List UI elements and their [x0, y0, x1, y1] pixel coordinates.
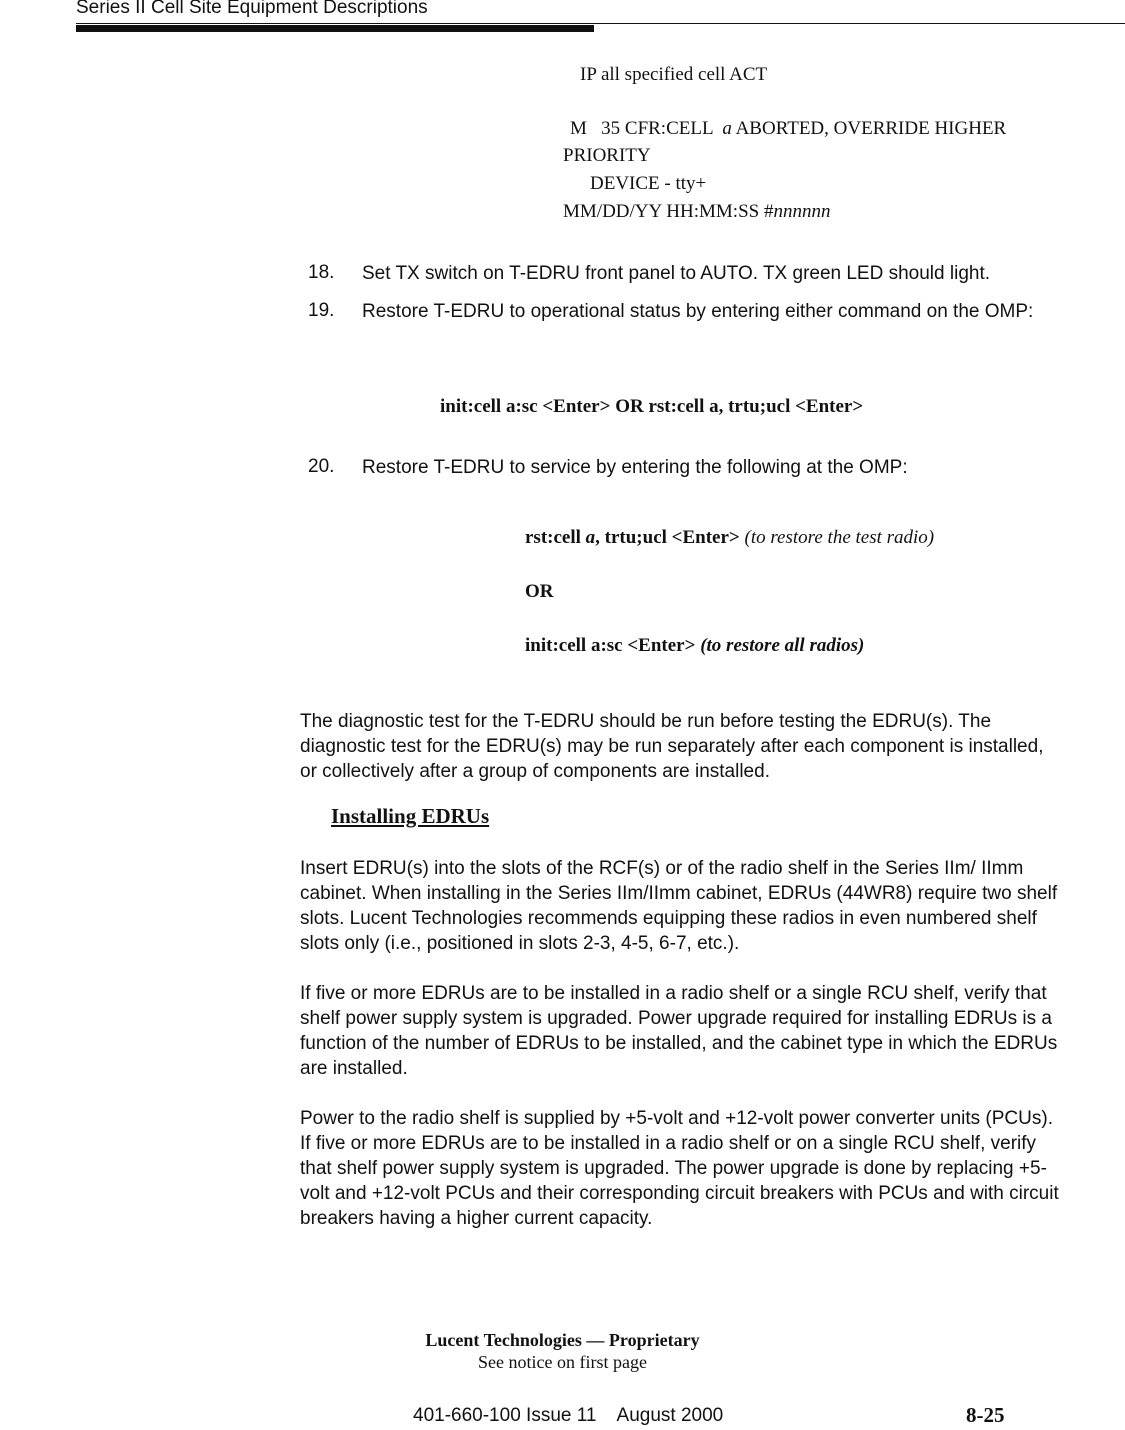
step-20-number: 20.	[308, 456, 335, 477]
step-19-command: init:cell a:sc <Enter> OR rst:cell a, trtu;ucl <Enter>	[440, 396, 864, 417]
output-line-2-prefix: M 35 CFR:CELL	[570, 118, 723, 139]
output-line-5	[563, 201, 830, 223]
output-line-2-variable: a	[722, 118, 732, 139]
step-20-command-a-suffix: , trtu;ucl <Enter>	[595, 527, 740, 548]
step-20-command-a-note: (to restore the test radio)	[739, 527, 935, 548]
step-18-number: 18.	[308, 262, 335, 283]
step-18-text: Set TX switch on T-EDRU front panel to AUTO. TX green LED should light.	[362, 263, 991, 284]
footer-page-number: 8-25	[966, 1403, 1005, 1427]
step-20-command-test-radio	[525, 527, 934, 549]
intro-paragraph: The diagnostic test for the T-EDRU should be run before testing the EDRU(s). The diagnostic test for the EDRU(s) may be run separately after each component is installed, or collectively after a group of components are installed.	[300, 711, 1044, 782]
step-20-command-a-variable: a	[585, 527, 596, 548]
running-header-title: Series II Cell Site Equipment Descriptions	[76, 0, 428, 18]
header-rule-thick	[76, 25, 594, 32]
step-19-text: Restore T-EDRU to operational status by entering either command on the OMP:	[362, 301, 1034, 322]
section-heading: Installing EDRUs	[331, 804, 490, 828]
output-line-2	[570, 118, 1006, 140]
step-20-command-all-radios	[525, 635, 864, 657]
step-20-command-a-prefix: rst:cell	[525, 527, 586, 548]
output-line-4: DEVICE - tty+	[590, 173, 707, 194]
step-20-command-b-note: (to restore all radios)	[695, 635, 865, 656]
output-line-1: IP all specified cell ACT	[580, 64, 768, 85]
body-paragraph-1: Insert EDRU(s) into the slots of the RCF(s) or of the radio shelf in the Series IIm/ IImm cabinet. When installing in the Series IIm/IImm cabinet, EDRUs (44WR8) require two shelf slots. Lucent Technologies recommends equipping these radios in even numbered shelf slots only (i.e., positioned in slots 2-3, 4-5, 6-7, etc.).	[300, 858, 1058, 954]
step-20-text: Restore T-EDRU to service by entering the following at the OMP:	[362, 457, 908, 478]
header-rule-thin	[76, 23, 1125, 24]
body-paragraph-3: Power to the radio shelf is supplied by +5-volt and +12-volt power converter units (PCUs). If five or more EDRUs are to be installed in a radio shelf or on a single RCU shelf, verify that shelf power supply system is upgraded. The power upgrade is done by replacing +5-volt and +12-volt PCUs and their corresponding circuit breakers with PCUs and with circuit breakers having a higher current capacity.	[300, 1108, 1059, 1229]
footer-notice: See notice on first page	[478, 1352, 647, 1372]
body-paragraph-2: If five or more EDRUs are to be installed in a radio shelf or a single RCU shelf, verify that shelf power supply system is upgraded. Power upgrade required for installing EDRUs is a function of the number of EDRUs to be installed, and the cabinet type in which the EDRUs are installed.	[300, 983, 1058, 1079]
step-20-command-b: init:cell a:sc <Enter>	[525, 635, 696, 656]
step-20-or: OR	[525, 581, 554, 602]
footer-doc-number: 401-660-100 Issue 11 August 2000	[413, 1405, 724, 1426]
output-line-5-prefix: MM/DD/YY HH:MM:SS #	[563, 201, 774, 222]
output-line-3: PRIORITY	[563, 145, 651, 166]
step-19-number: 19.	[308, 300, 335, 321]
footer-company: Lucent Technologies — Proprietary	[425, 1330, 700, 1350]
output-line-2-suffix: ABORTED, OVERRIDE HIGHER	[731, 118, 1007, 139]
output-line-5-variable: nnnnnn	[773, 201, 831, 222]
